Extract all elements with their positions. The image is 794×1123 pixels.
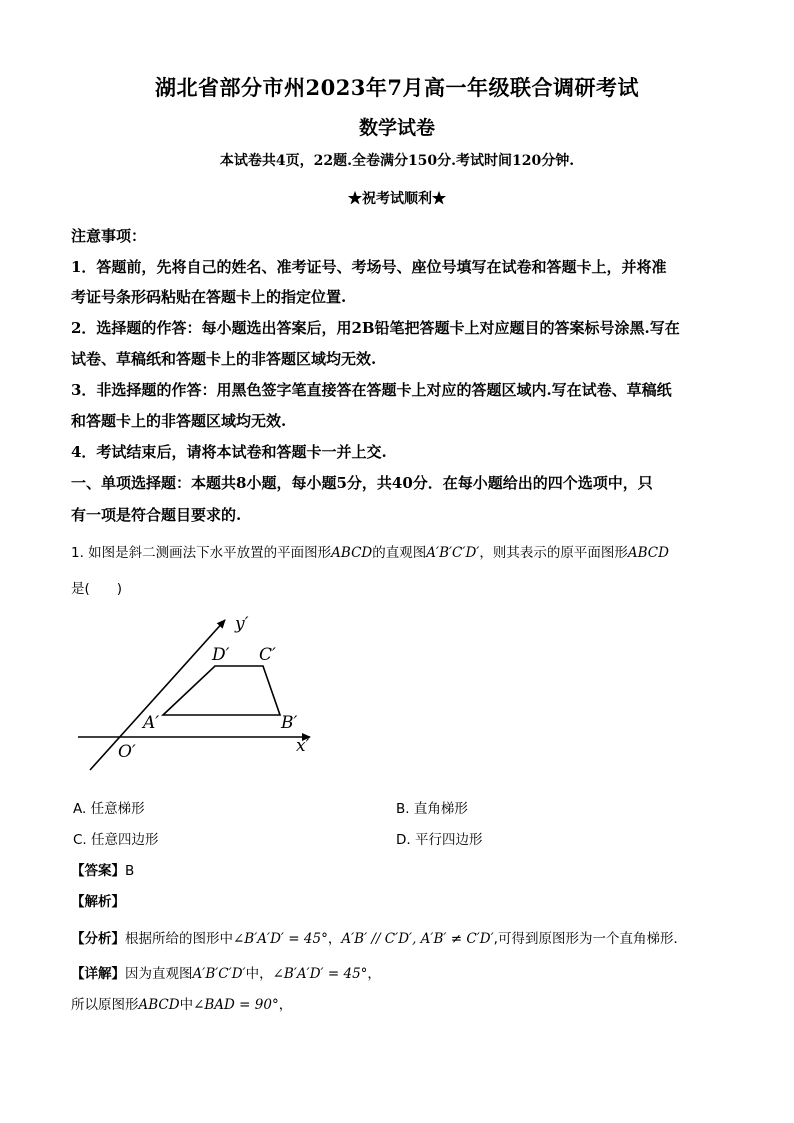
notes-line-5: 3．非选择题的作答：用黑色签字笔直接答在答题卡上对应的答题区域内.写在试卷、草稿纸 — [71, 381, 672, 399]
exam-wish: ★祝考试顺利★ — [348, 191, 446, 207]
xiangjie-text-1: 因为直观图 — [125, 966, 193, 982]
question-1-text-b: 的直观图 — [372, 545, 427, 561]
fenxi-sep: ， — [327, 931, 342, 947]
conclusion-text-1: 所以原图形 — [71, 997, 139, 1013]
notes-line-7: 4．考试结束后，请将本试卷和答题卡一并上交. — [71, 443, 387, 461]
question-1-text-c: ，则其表示的原平面图形 — [479, 545, 628, 561]
label-x-prime: x′ — [296, 736, 310, 756]
notes-line-6: 和答题卡上的非答题区域均无效. — [71, 412, 287, 430]
notes-line-3: 2．选择题的作答：每小题选出答案后，用2B铅笔把答题卡上对应题目的答案标号涂黑.写在 — [71, 319, 680, 337]
label-a-prime: A′ — [143, 713, 160, 733]
option-a: A. 任意梯形 — [73, 801, 145, 817]
trapezoid-a-b-c-d — [163, 666, 280, 715]
exam-meta: 本试卷共4页，22题.全卷满分150分.考试时间120分钟. — [219, 153, 575, 169]
question-1-math-abcd-2: ABCD — [627, 545, 669, 561]
section-heading-line-2: 有一项是符合题目要求的. — [71, 506, 242, 524]
question-1-stem-line-2: 是( ) — [71, 581, 123, 597]
analysis-tag-text: 【解析】 — [71, 894, 125, 910]
xiangjie-tag: 【详解】 — [71, 966, 125, 982]
label-y-prime: y′ — [235, 614, 249, 634]
xiangjie-math-figure: A′B′C′D′ — [192, 966, 246, 982]
label-b-prime: B′ — [281, 713, 298, 733]
option-c: C. 任意四边形 — [73, 832, 159, 848]
label-d-prime: D′ — [212, 645, 230, 665]
answer-tag: 【答案】 — [71, 863, 125, 879]
conclusion-text-2: 中 — [179, 997, 194, 1013]
label-o-prime: O′ — [118, 742, 136, 762]
question-1-text-a: 1. 如图是斜二测画法下水平放置的平面图形 — [71, 545, 332, 561]
fenxi-text-2: ,可得到原图形为一个直角梯形． — [493, 931, 687, 947]
analysis-fenxi — [71, 927, 687, 947]
answer-line — [71, 859, 134, 879]
xiangjie-text-3: ， — [367, 966, 381, 982]
conclusion-math-abcd: ABCD — [138, 997, 180, 1013]
y-axis — [90, 620, 225, 770]
oblique-projection-figure — [70, 605, 330, 780]
conclusion-text-3: ， — [278, 997, 293, 1013]
section-heading-line-1: 一、单项选择题：本题共8小题，每小题5分，共40分．在每小题给出的四个选项中，只 — [71, 474, 653, 492]
xiangjie-math-angle: ∠B′A′D′ = 45° — [272, 966, 368, 982]
fenxi-text-1: 根据所给的图形中 — [125, 931, 233, 947]
conclusion-math-angle: ∠BAD = 90° — [193, 997, 279, 1013]
notes-line-1: 1．答题前，先将自己的姓名、准考证号、考场号、座位号填写在试卷和答题卡上，并将准 — [71, 258, 667, 276]
question-1-math-abcd-prime: A′B′C′D′ — [426, 545, 480, 561]
question-1-stem — [71, 541, 669, 561]
analysis-tag — [71, 890, 125, 910]
fenxi-math-angle: ∠B′A′D′ = 45° — [233, 931, 328, 947]
exam-title: 湖北省部分市州2023年7月高一年级联合调研考试 — [154, 75, 640, 100]
xiangjie-text-2: 中， — [245, 966, 273, 982]
answer-value: B — [125, 863, 135, 879]
analysis-xiangjie — [71, 962, 381, 982]
notes-heading: 注意事项： — [71, 227, 147, 245]
label-c-prime: C′ — [259, 645, 276, 665]
fenxi-tag: 【分析】 — [71, 931, 125, 947]
analysis-conclusion — [71, 993, 292, 1013]
exam-subtitle: 数学试卷 — [358, 117, 435, 139]
notes-line-4: 试卷、草稿纸和答题卡上的非答题区域均无效. — [71, 350, 377, 368]
fenxi-math-parallel: A′B′ // C′D′, A′B′ ≠ C′D′ — [341, 931, 494, 947]
option-b: B. 直角梯形 — [396, 801, 468, 817]
question-1-math-abcd: ABCD — [331, 545, 373, 561]
option-d: D. 平行四边形 — [396, 832, 483, 848]
notes-line-2: 考证号条形码粘贴在答题卡上的指定位置. — [71, 288, 347, 306]
